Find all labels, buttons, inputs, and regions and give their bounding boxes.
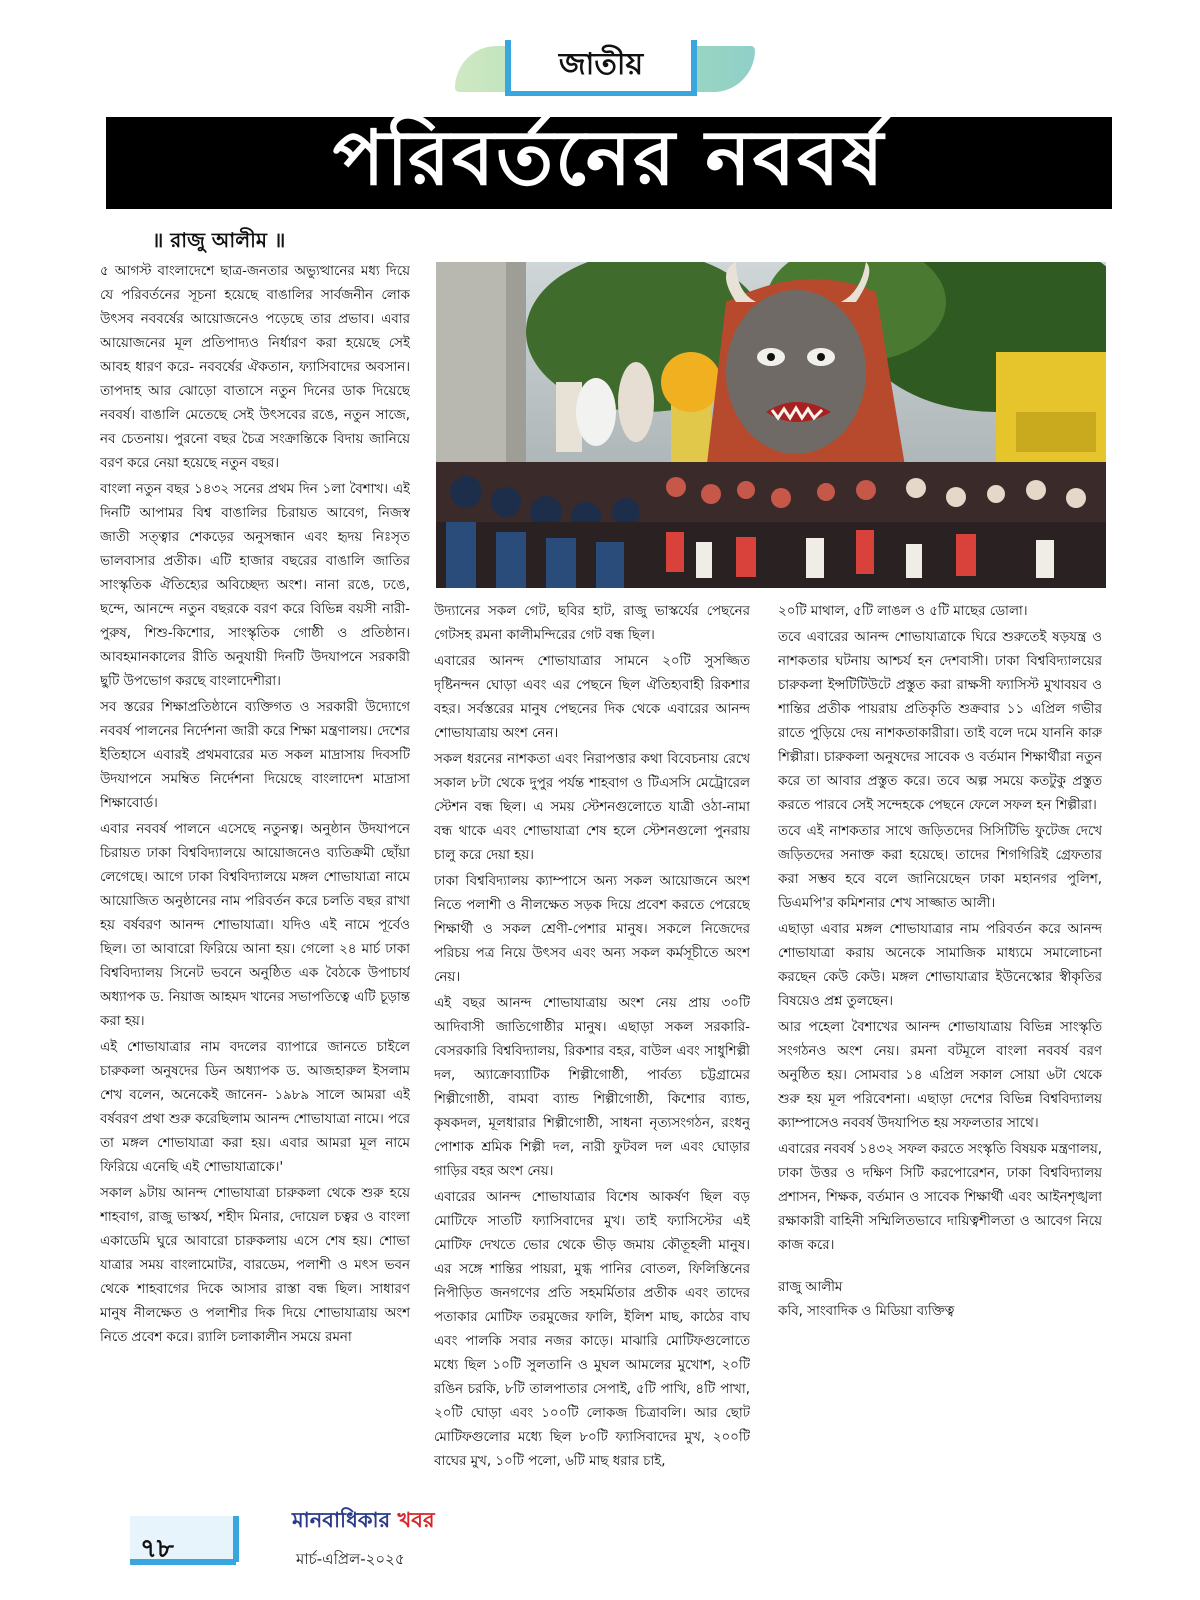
paragraph: এবারের আনন্দ শোভাযাত্রার বিশেষ আকর্ষণ ছিল বড় মোটিফে সাতটি ফ্যাসিবাদের মুখ। তাই ফ্যাসিস্টের এই মোটিফ দেখতে ভোর থেকে ভীড় জমায় কৌতূহলী মানুষ। এর সঙ্গে শান্তির পায়রা, মুগ্ধ পানির বোতল, ফিলিস্তিনের নিপীড়িত জনগণের প্রতি সহমর্মিতার প্রতীক এবং তাদের পতাকার মোটিফ তরমুজের ফালি, ইলিশ মাছ, কাঠের বাঘ এবং পালকি সবার নজর কাড়ে। মাঝারি মোটিফগুলোতে মধ্যে ছিল ১০টি সুলতানি ও মুঘল আমলের মুখোশ, ২০টি রঙিন চরকি, ৮টি তালপাতার সেপাই, ৫টি পাখি, ৪টি পাখা, ২০টি ঘোড়া এবং ১০০টি লোকজ চিত্রাবলি। আর ছোট মোটিফগুলোর মধ্যে ছিল ৮০টি ফ্যাসিবাদের মুখ, ২০০টি বাঘের মুখ, ১০টি পলো, ৬টি মাছ ধরার চাই, xyxy=(434,1190,750,1469)
headline: পরিবর্তনের নববর্ষ xyxy=(106,117,1112,209)
article-column-2 xyxy=(434,600,750,1495)
article-photo xyxy=(436,262,1106,588)
paragraph: এই শোভাযাত্রার নাম বদলের ব্যাপারে জানতে চাইলে চারুকলা অনুষদের ডিন অধ্যাপক ড. আজহারুল ইসলাম শেখ বলেন, অনেকেই জানেন- ১৯৮৯ সালে আমরা এই বর্ষবরণ প্রথা শুরু করেছিলাম আনন্দ শোভাযাত্রা নামে। পরে তা মঙ্গল শোভাযাত্রা করা হয়। এবার আমরা মূল নামে ফিরিয়ে এনেছি এই শোভাযাত্রাকে।' xyxy=(100,1040,410,1175)
paragraph: সকাল ৯টায় আনন্দ শোভাযাত্রা চারুকলা থেকে শুরু হয়ে শাহবাগ, রাজু ভাস্কর্য, শহীদ মিনার, দোয়েল চত্বর ও বাংলা একাডেমি ঘুরে আবারো চারুকলায় এসে শেষ হয়। শোভা যাত্রার সময় বাংলামোটর, বারডেম, পলাশী ও মৎস ভবন থেকে শাহবাগের দিকে আসার রাস্তা বন্ধ ছিল। সাধারণ মানুষ নীলক্ষেত ও পলাশীর দিক দিয়ে শোভাযাত্রায় অংশ নিতে প্রবেশ করে। র‍্যালি চলাকালীন সময়ে রমনা xyxy=(100,1186,410,1345)
logo-accent: খবর xyxy=(397,1507,435,1532)
section-tab xyxy=(455,40,755,102)
paragraph: আর পহেলা বৈশাখের আনন্দ শোভাযাত্রায় বিভিন্ন সাংস্কৃতি সংগঠনও অংশ নেয়। রমনা বটমূলে বাংলা নববর্ষ বরণ অনুষ্ঠিত হয়। সোমবার ১৪ এপ্রিল সকাল সোয়া ৬টা থেকে শুরু হয় মূল পরিবেশনা। এছাড়া দেশের বিভিন্ন বিশ্ববিদ্যালয় ক্যাম্পাসেও নববর্ষ উদযাপিত হয় সফলতার সাথে। xyxy=(778,1020,1102,1131)
paragraph: ৫ আগস্ট বাংলাদেশে ছাত্র-জনতার অভ্যুত্থানের মধ্য দিয়ে যে পরিবর্তনের সূচনা হয়েছে বাঙালির সার্বজনীন লোক উৎসব নববর্ষের আয়োজনেও পড়েছে তার প্রভাব। এবার আয়োজনের মূল প্রতিপাদ্যও নির্ধারণ করা হয়েছে সেই আবহ ধারণ করে- নববর্ষের ঐকতান, ফ্যাসিবাদের অবসান। তাপদাহ আর ঝোড়ো বাতাসে নতুন দিনের ডাক দিয়েছে নববর্ষ। বাঙালি মেতেছে সেই উৎসবের রঙে, নতুন সাজে, নব চেতনায়। পুরনো বছর চৈত্র সংক্রান্তিকে বিদায় জানিয়ে বরণ করে নেয়া হয়েছে নতুন বছর। xyxy=(100,264,410,471)
procession-photo-illustration xyxy=(436,262,1106,588)
logo-main: মানবাধিকার xyxy=(292,1507,391,1532)
author-signature xyxy=(778,1276,1102,1324)
paragraph: ঢাকা বিশ্ববিদ্যালয় ক্যাম্পাসে অন্য সকল আয়োজনে অংশ নিতে পলাশী ও নীলক্ষেত সড়ক দিয়ে প্রবেশ করতে পেরেছে শিক্ষার্থী ও সকল শ্রেণী-পেশার মানুষ। সকলে নিজেদের পরিচয় পত্র নিয়ে উৎসব এবং অন্য সকল কর্মসূচীতে অংশ নেয়। xyxy=(434,874,750,985)
article-column-3 xyxy=(778,600,1102,1495)
signature-role: কবি, সাংবাদিক ও মিডিয়া ব্যক্তিত্ব xyxy=(778,1304,955,1319)
paragraph: সকল ধরনের নাশকতা এবং নিরাপত্তার কথা বিবেচনায় রেখে সকাল ৮টা থেকে দুপুর পর্যন্ত শাহবাগ ও টিএসসি মেট্রোরেল স্টেশন বন্ধ ছিল। এ সময় স্টেশনগুলোতে যাত্রী ওঠা-নামা বন্ধ থাকে এবং শোভাযাত্রা শেষ হলে স্টেশনগুলো পুনরায় চালু করে দেয়া হয়। xyxy=(434,752,750,863)
paragraph: ২০টি মাথাল, ৫টি লাঙল ও ৫টি মাছের ডোলা। xyxy=(778,604,1028,619)
page-number-decoration xyxy=(116,1508,244,1572)
paragraph: তবে এই নাশকতার সাথে জড়িতদের সিসিটিভি ফুটেজ দেখে জড়িতদের সনাক্ত করা হয়েছে। তাদের শিগগিরিই গ্রেফতার করা সম্ভব হবে বলে জানিয়েছেন ঢাকা মহানগর পুলিশ, ডিএমপি'র কমিশনার শেখ সাজ্জাত আলী। xyxy=(778,824,1102,911)
paragraph: সব স্তরের শিক্ষাপ্রতিষ্ঠানে ব্যক্তিগত ও সরকারী উদ্যোগে নববর্ষ পালনের নির্দেশনা জারী করে শিক্ষা মন্ত্রণালয়। দেশের ইতিহাসে এবারই প্রথমবারের মত সকল মাদ্রাসায় দিবসটি উদযাপনে সমম্বিত নির্দেশনা দিয়েছে বাংলাদেশ মাদ্রাসা শিক্ষাবোর্ড। xyxy=(100,700,410,811)
paragraph: এছাড়া এবার মঙ্গল শোভাযাত্রার নাম পরিবর্তন করে আনন্দ শোভাযাত্রা করায় অনেকে সামাজিক মাধ্যমে সমালোচনা করছেন কেউ কেউ। মঙ্গল শোভাযাত্রার ইউনেস্কোর স্বীকৃতির বিষয়েও প্রশ্ন তুলছেন। xyxy=(778,922,1102,1009)
paragraph: এবার নববর্ষ পালনে এসেছে নতুনত্ব। অনুষ্ঠান উদযাপনে চিরায়ত ঢাকা বিশ্ববিদ্যালয়ে আয়োজনেও ব্যতিক্রমী ছোঁয়া লেগেছে। আগে ঢাকা বিশ্ববিদ্যালয়ে মঙ্গল শোভাযাত্রা নামে আয়োজিত অনুষ্ঠানের নাম পরিবর্তন করে চলতি বছর রাখা হয় বর্ষবরণ আনন্দ শোভাযাত্রা। যদিও এই নামে পূর্বেও ছিল। তা আবারো ফিরিয়ে আনা হয়। গেলো ২৪ মার্চ ঢাকা বিশ্ববিদ্যালয় সিনেট ভবনে অনুষ্ঠিত এক বৈঠকে উপাচার্য অধ্যাপক ড. নিয়াজ আহমদ খানের সভাপতিত্বে এটি চূড়ান্ত করা হয়। xyxy=(100,822,410,1029)
issue-date: মার্চ-এপ্রিল-২০২৫ xyxy=(296,1550,405,1568)
signature-name: রাজু আলীম xyxy=(778,1280,843,1295)
byline: ॥ রাজু আলীম ॥ xyxy=(152,228,286,252)
section-label: জাতীয় xyxy=(505,40,697,96)
publication-logo xyxy=(292,1504,462,1544)
paragraph: এই বছর আনন্দ শোভাযাত্রায় অংশ নেয় প্রায় ৩০টি আদিবাসী জাতিগোষ্ঠীর মানুষ। এছাড়া সকল সরকারি-বেসরকারি বিশ্ববিদ্যালয়, রিকশার বহর, বাউল এবং সাধুশিল্পী দল, অ্যাক্রোব্যাটিক শিল্পীগোষ্ঠী, পার্বত্য চট্টগ্রামের শিল্পীগোষ্ঠী, বামবা ব্যান্ড শিল্পীগোষ্ঠী, কিশোর ব্যান্ড, কৃষকদল, মূলধারার শিল্পীগোষ্ঠী, সাধনা নৃত্যসংগঠন, রংধনু পোশাক শ্রমিক শিল্পী দল, নারী ফুটবল দল এবং ঘোড়ার গাড়ির বহর অংশ নেয়। xyxy=(434,996,750,1179)
article-column-1 xyxy=(100,260,410,1495)
page-number: ৭৮ xyxy=(140,1534,174,1564)
paragraph: উদ্যানের সকল গেট, ছবির হাট, রাজু ভাস্কর্যের পেছনের গেটসহ রমনা কালীমন্দিরের গেট বন্ধ ছিল। xyxy=(434,604,750,643)
paragraph: তবে এবারের আনন্দ শোভাযাত্রাকে ঘিরে শুরুতেই ষড়যন্ত্র ও নাশকতার ঘটনায় আশ্চর্য হন দেশবাসী। ঢাকা বিশ্ববিদ্যালয়ের চারুকলা ইন্সটিটিউটে প্রস্তুত করা রাক্ষসী ফ্যাসিস্ট মুখাবয়ব ও শান্তির প্রতীক পায়রায় প্রতিকৃতি শুক্রবার ১১ এপ্রিল গভীর রাতে পুড়িয়ে দেয় নাশকতাকারীরা। তাই বলে দমে যাননি কারু শিল্পীরা। চারুকলা অনুষদের সাবেক ও বর্তমান শিক্ষার্থীরা নতুন করে তা আবার প্রস্তুত করে। তবে অল্প সময়ে কতটুকু প্রস্তুত করতে পারবে সেই সন্দেহকে পেছনে ফেলে সফল হন শিল্পীরা। xyxy=(778,630,1102,813)
paragraph: এবারের নববর্ষ ১৪৩২ সফল করতে সংস্কৃতি বিষয়ক মন্ত্রণালয়, ঢাকা উত্তর ও দক্ষিণ সিটি করপোরেশন, ঢাকা বিশ্ববিদ্যালয় প্রশাসন, শিক্ষক, বর্তমান ও সাবেক শিক্ষার্থী এবং আইনশৃঙ্খলা রক্ষাকারী বাহিনী সম্মিলিতভাবে দায়িত্বশীলতা ও আবেগ নিয়ে কাজ করে। xyxy=(778,1142,1102,1253)
paragraph: বাংলা নতুন বছর ১৪৩২ সনের প্রথম দিন ১লা বৈশাখ। এই দিনটি আপামর বিশ্ব বাঙালির চিরায়ত আবেগ, নিজস্ব জাতী সত্ত্বার শেকড়ের অনুসন্ধান এবং হৃদয় নিঃসৃত ভালবাসার প্রতীক। এটি হাজার বছরের বাঙালি জাতির সাংস্কৃতিক ঐতিহ্যের অবিচ্ছেদ্য অংশ। নানা রঙে, ঢঙে, ছন্দে, আনন্দে নতুন বছরকে বরণ করে বিভিন্ন বয়সী নারী-পুরুষ, শিশু-কিশোর, সাংস্কৃতিক গোষ্ঠী ও প্রতিষ্ঠান। আবহমানকালের রীতি অনুযায়ী দিনটি উদযাপনে সরকারী ছুটি উপভোগ করছে বাংলাদেশীরা। xyxy=(100,482,410,689)
paragraph: এবারের আনন্দ শোভাযাত্রার সামনে ২০টি সুসজ্জিত দৃষ্টিনন্দন ঘোড়া এবং এর পেছনে ছিল ঐতিহ্যবাহী রিকশার বহর। সর্বস্তরের মানুষ পেছনের দিক থেকে এবারের আনন্দ শোভাযাত্রায় অংশ নেন। xyxy=(434,654,750,741)
